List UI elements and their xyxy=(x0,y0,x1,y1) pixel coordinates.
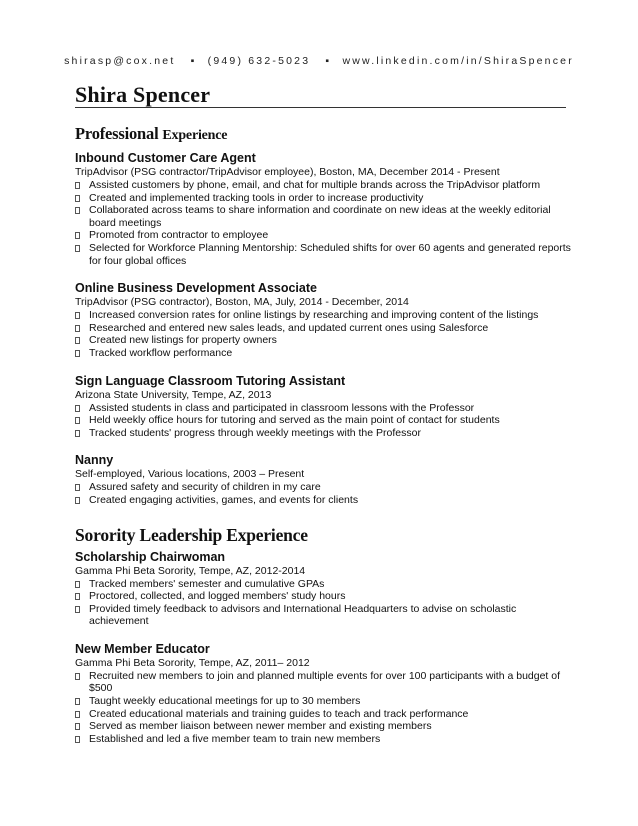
job-organization: TripAdvisor (PSG contractor), Boston, MA, July, 2014 - December, 2014 xyxy=(75,296,409,309)
bullet-text: Created new listings for property owners xyxy=(89,334,277,347)
bullet-text: Proctored, collected, and logged members' study hours xyxy=(89,590,346,603)
bullet-text: Assisted students in class and participated in classroom lessons with the Professor xyxy=(89,401,475,414)
job-organization: Gamma Phi Beta Sorority, Tempe, AZ, 2012-2014 xyxy=(75,564,306,577)
bullet-box-icon xyxy=(75,182,80,189)
bullet-box-icon xyxy=(75,417,80,424)
sorority-experience-heading: Sorority Leadership Experience xyxy=(75,524,308,545)
job-entry xyxy=(75,150,575,267)
contact-line xyxy=(0,55,638,67)
bullet-box-icon xyxy=(75,606,80,613)
bullet-box-icon xyxy=(75,207,80,214)
bullet-text: Created engaging activities, games, and events for clients xyxy=(89,493,359,506)
job-bullets xyxy=(75,179,575,267)
job-bullets xyxy=(75,402,575,440)
contact-separator: ▪ xyxy=(325,55,332,67)
job-entry xyxy=(75,641,575,746)
job-bullets xyxy=(75,670,575,746)
professional-experience-heading xyxy=(75,124,575,146)
bullet-box-icon xyxy=(75,723,80,730)
bullet-item xyxy=(75,402,575,415)
bullet-text: Provided timely feedback to advisors and International Headquarters to advise on scholastic achievement xyxy=(89,602,517,628)
bullet-box-icon xyxy=(75,245,80,252)
bullet-text: Held weekly office hours for tutoring and served as the main point of contact for students xyxy=(89,414,500,427)
job-organization: TripAdvisor (PSG contractor/TripAdvisor employee), Boston, MA, December 2014 - Present xyxy=(75,166,500,178)
bullet-box-icon xyxy=(75,711,80,718)
bullet-item xyxy=(75,334,575,347)
bullet-text: Increased conversion rates for online listings by researching and improving content of the listings xyxy=(89,309,539,322)
bullet-item xyxy=(75,481,575,494)
bullet-text: Served as member liaison between newer member and existing members xyxy=(89,720,432,733)
professional-heading-main: Professional xyxy=(75,124,159,143)
bullet-box-icon xyxy=(75,232,80,239)
bullet-text: Tracked workflow performance xyxy=(89,346,233,359)
bullet-item xyxy=(75,229,575,242)
contact-linkedin: www.linkedin.com/in/ShiraSpencer xyxy=(342,55,574,67)
bullet-text: Taught weekly educational meetings for up to 30 members xyxy=(89,695,361,708)
bullet-box-icon xyxy=(75,698,80,705)
bullet-box-icon xyxy=(75,593,80,600)
bullet-box-icon xyxy=(75,581,80,588)
bullet-item xyxy=(75,494,575,507)
bullet-text: Collaborated across teams to share information and coordinate on new ideas at the weekly editorial board meetings xyxy=(89,204,551,229)
bullet-item xyxy=(75,309,575,322)
job-entry xyxy=(75,373,575,440)
bullet-box-icon xyxy=(75,736,80,743)
contact-phone: (949) 632-5023 xyxy=(207,55,311,67)
job-title: Nanny xyxy=(75,453,114,468)
bullet-text: Researched and entered new sales leads, and updated current ones using Salesforce xyxy=(89,321,489,334)
bullet-box-icon xyxy=(75,430,80,437)
bullet-item xyxy=(75,695,575,708)
resume-content xyxy=(75,124,575,758)
bullet-item xyxy=(75,733,575,746)
contact-email: shirasp@cox.net xyxy=(64,55,176,67)
bullet-text: Established and led a five member team to train new members xyxy=(89,732,381,745)
bullet-text: Recruited new members to join and planned multiple events for over 100 participants with a budget of $500 xyxy=(89,669,561,695)
bullet-text: Promoted from contractor to employee xyxy=(89,229,269,242)
bullet-text: Created and implemented tracking tools in order to increase productivity xyxy=(89,191,424,204)
bullet-box-icon xyxy=(75,325,80,332)
job-organization: Arizona State University, Tempe, AZ, 2013 xyxy=(75,388,272,401)
bullet-item xyxy=(75,720,575,733)
bullet-item xyxy=(75,179,575,192)
contact-separator: ▪ xyxy=(190,55,197,67)
bullet-item xyxy=(75,578,575,591)
bullet-box-icon xyxy=(75,484,80,491)
job-entry xyxy=(75,452,575,506)
bullet-item xyxy=(75,322,575,335)
candidate-name: Shira Spencer xyxy=(75,82,211,107)
job-organization: Gamma Phi Beta Sorority, Tempe, AZ, 2011– 2012 xyxy=(75,656,310,669)
bullet-box-icon xyxy=(75,405,80,412)
bullet-item xyxy=(75,603,575,628)
bullet-item xyxy=(75,427,575,440)
sorority-jobs xyxy=(75,549,575,746)
bullet-text: Tracked students' progress through weekly meetings with the Professor xyxy=(89,426,421,439)
bullet-text: Tracked members' semester and cumulative GPAs xyxy=(89,577,325,590)
job-bullets xyxy=(75,578,575,628)
professional-heading-sub: Experience xyxy=(162,128,228,143)
bullet-box-icon xyxy=(75,350,80,357)
bullet-box-icon xyxy=(75,195,80,202)
professional-jobs xyxy=(75,150,575,507)
bullet-item xyxy=(75,670,575,695)
job-title: Online Business Development Associate xyxy=(75,281,317,296)
bullet-text: Selected for Workforce Planning Mentorship: Scheduled shifts for over 60 agents and generated reports for four global offices xyxy=(89,241,571,267)
bullet-item xyxy=(75,347,575,360)
bullet-item xyxy=(75,414,575,427)
bullet-box-icon xyxy=(75,312,80,319)
bullet-item xyxy=(75,590,575,603)
bullet-item xyxy=(75,192,575,205)
job-entry xyxy=(75,280,575,359)
job-organization: Self-employed, Various locations, 2003 – Present xyxy=(75,468,305,481)
job-bullets xyxy=(75,309,575,359)
bullet-text: Assisted customers by phone, email, and chat for multiple brands across the TripAdvisor platform xyxy=(89,179,541,191)
bullet-item xyxy=(75,242,575,267)
bullet-box-icon xyxy=(75,337,80,344)
bullet-item xyxy=(75,204,575,229)
header-divider xyxy=(75,107,566,108)
bullet-item xyxy=(75,708,575,721)
bullet-text: Assured safety and security of children in my care xyxy=(89,481,321,494)
bullet-box-icon xyxy=(75,673,80,680)
job-title: Scholarship Chairwoman xyxy=(75,549,226,564)
bullet-text: Created educational materials and training guides to teach and track performance xyxy=(89,707,469,720)
job-bullets xyxy=(75,481,575,506)
job-title: Inbound Customer Care Agent xyxy=(75,151,256,165)
job-title: New Member Educator xyxy=(75,641,210,656)
job-title: Sign Language Classroom Tutoring Assistant xyxy=(75,373,346,388)
bullet-box-icon xyxy=(75,497,80,504)
job-entry xyxy=(75,549,575,628)
